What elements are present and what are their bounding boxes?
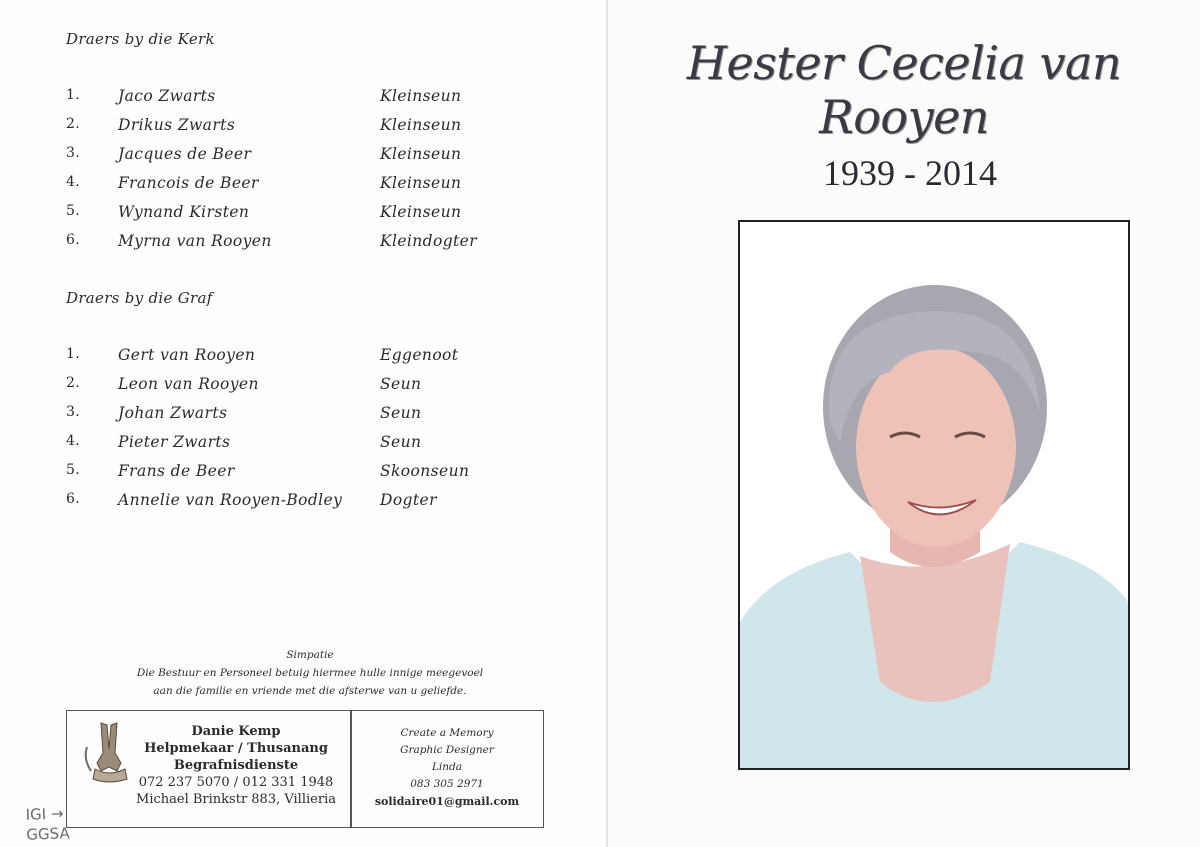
bearer-name: Gert van Rooyen xyxy=(118,346,256,364)
graf-heading: Draers by die Graf xyxy=(66,289,213,307)
item-number: 2. xyxy=(66,375,81,391)
list-item xyxy=(66,145,546,174)
list-item xyxy=(66,375,546,404)
list-item xyxy=(66,116,546,145)
funeral-home-name: Danie Kemp xyxy=(191,724,281,739)
bearer-name: Pieter Zwarts xyxy=(118,433,231,451)
item-number: 6. xyxy=(66,232,81,248)
list-item xyxy=(66,87,546,116)
handwritten-line-1: IGI → xyxy=(25,804,64,824)
list-item xyxy=(66,174,546,203)
bearer-name: Francois de Beer xyxy=(118,174,259,192)
bearer-relation: Seun xyxy=(380,433,422,451)
portrait-photo-frame xyxy=(738,220,1130,770)
bearer-relation: Seun xyxy=(380,375,422,393)
item-number: 2. xyxy=(66,116,81,132)
designer-line-1: Create a Memory xyxy=(400,727,494,739)
graf-bearers-list xyxy=(66,346,546,520)
bearer-relation: Kleinseun xyxy=(380,87,462,105)
funeral-home-line-3: Begrafnisdienste xyxy=(173,758,299,773)
bearer-relation: Eggenoot xyxy=(380,346,459,364)
bearer-name: Wynand Kirsten xyxy=(118,203,250,221)
designer-email: solidaire01@gmail.com xyxy=(374,795,520,808)
designer-name: Linda xyxy=(431,761,463,773)
bearer-name: Jacques de Beer xyxy=(118,145,252,163)
designer-phone: 083 305 2971 xyxy=(410,778,484,790)
life-dates: 1939 - 2014 xyxy=(823,153,997,193)
bearer-name: Drikus Zwarts xyxy=(118,116,236,134)
item-number: 3. xyxy=(66,145,81,161)
bearer-name: Leon van Rooyen xyxy=(118,375,259,393)
item-number: 5. xyxy=(66,203,81,219)
list-item xyxy=(66,491,546,520)
list-item xyxy=(66,404,546,433)
bearer-relation: Seun xyxy=(380,404,422,422)
portrait-photo-icon xyxy=(740,222,1128,768)
item-number: 4. xyxy=(66,433,81,449)
bearer-name: Johan Zwarts xyxy=(118,404,228,422)
item-number: 5. xyxy=(66,462,81,478)
funeral-home-info xyxy=(127,723,345,808)
kerk-heading: Draers by die Kerk xyxy=(66,30,215,48)
bearer-relation: Dogter xyxy=(380,491,437,509)
right-page xyxy=(608,0,1200,847)
item-number: 3. xyxy=(66,404,81,420)
list-item xyxy=(66,346,546,375)
list-item xyxy=(66,203,546,232)
sympathy-line-2: aan die familie en vriende met die afsterwe van u geliefde. xyxy=(153,685,467,697)
handwritten-note xyxy=(25,803,70,844)
item-number: 1. xyxy=(66,346,81,362)
designer-line-2: Graphic Designer xyxy=(400,744,494,756)
kerk-bearers-list xyxy=(66,87,546,261)
list-item xyxy=(66,433,546,462)
funeral-home-phones: 072 237 5070 / 012 331 1948 xyxy=(138,775,334,790)
item-number: 6. xyxy=(66,491,81,507)
item-number: 1. xyxy=(66,87,81,103)
list-item xyxy=(66,462,546,491)
footer-box xyxy=(66,710,544,828)
bearer-name: Annelie van Rooyen-Bodley xyxy=(118,491,343,509)
handwritten-line-2: GGSA xyxy=(26,824,70,844)
sympathy-title: Simpatie xyxy=(286,649,334,661)
sympathy-line-1: Die Bestuur en Personeel betuig hiermee hulle innige meegevoel xyxy=(136,667,484,679)
item-number: 4. xyxy=(66,174,81,190)
bearer-name: Jaco Zwarts xyxy=(118,87,216,105)
bearer-relation: Skoonseun xyxy=(380,462,470,480)
bearer-relation: Kleinseun xyxy=(380,203,462,221)
bearer-name: Myrna van Rooyen xyxy=(118,232,272,250)
bearer-relation: Kleinseun xyxy=(380,145,462,163)
bearer-relation: Kleindogter xyxy=(380,232,478,250)
deceased-name: Hester Cecelia van Rooyen xyxy=(686,36,1122,144)
bearer-relation: Kleinseun xyxy=(380,116,462,134)
footer-divider xyxy=(350,711,352,827)
list-item xyxy=(66,232,546,261)
funeral-home-address: Michael Brinkstr 883, Villieria xyxy=(136,792,336,807)
designer-info xyxy=(353,725,541,810)
bearer-relation: Kleinseun xyxy=(380,174,462,192)
funeral-home-line-2: Helpmekaar / Thusanang xyxy=(144,741,328,756)
sympathy-note xyxy=(60,646,560,700)
bearer-name: Frans de Beer xyxy=(118,462,235,480)
